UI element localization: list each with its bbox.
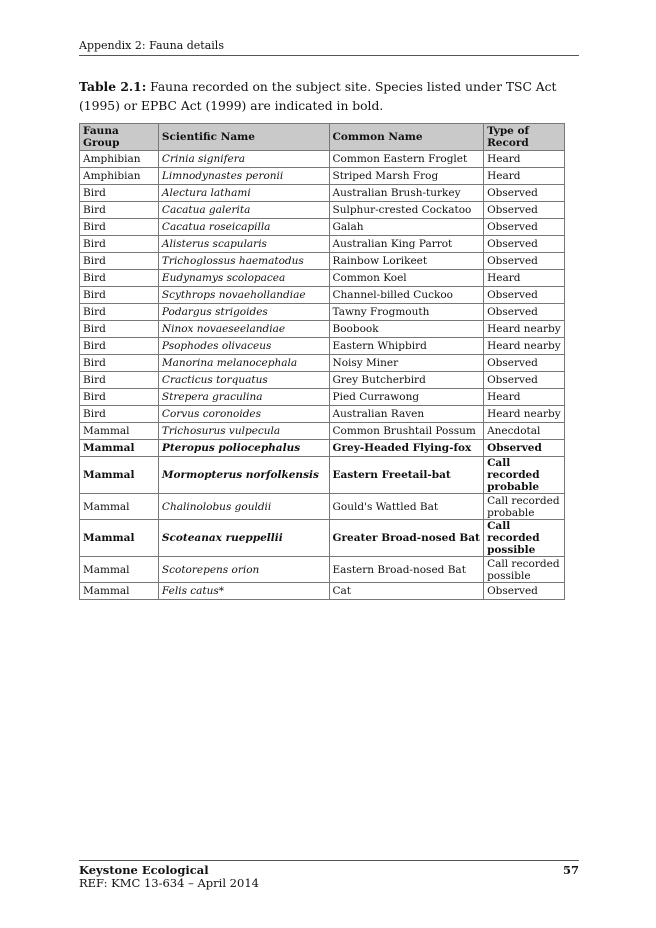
cell-type-of-record: Call recorded possible xyxy=(484,520,565,557)
table-row xyxy=(80,219,565,236)
cell-scientific-name: Alectura lathami xyxy=(158,185,329,202)
cell-fauna-group: Bird xyxy=(80,287,159,304)
cell-common-name: Grey Butcherbird xyxy=(329,372,484,389)
cell-scientific-name: Pteropus poliocephalus xyxy=(158,440,329,457)
cell-fauna-group: Mammal xyxy=(80,440,159,457)
cell-common-name: Common Koel xyxy=(329,270,484,287)
cell-fauna-group: Bird xyxy=(80,389,159,406)
cell-type-of-record: Heard xyxy=(484,270,565,287)
cell-scientific-name: Crinia signifera xyxy=(158,151,329,168)
cell-type-of-record: Anecdotal xyxy=(484,423,565,440)
table-row xyxy=(80,389,565,406)
cell-fauna-group: Mammal xyxy=(80,494,159,520)
cell-common-name: Australian King Parrot xyxy=(329,236,484,253)
table-row xyxy=(80,168,565,185)
cell-scientific-name: Cracticus torquatus xyxy=(158,372,329,389)
cell-common-name: Striped Marsh Frog xyxy=(329,168,484,185)
cell-scientific-name: Ninox novaeseelandiae xyxy=(158,321,329,338)
cell-common-name: Grey-Headed Flying-fox xyxy=(329,440,484,457)
cell-common-name: Australian Brush-turkey xyxy=(329,185,484,202)
cell-fauna-group: Bird xyxy=(80,338,159,355)
cell-type-of-record: Observed xyxy=(484,287,565,304)
cell-type-of-record: Observed xyxy=(484,304,565,321)
header-title: Appendix 2: Fauna details xyxy=(79,39,224,52)
cell-fauna-group: Amphibian xyxy=(80,151,159,168)
cell-fauna-group: Mammal xyxy=(80,520,159,557)
caption-text: Fauna recorded on the subject site. Species listed under TSC Act (1995) or EPBC Act (1999) are indicated in bold. xyxy=(79,80,557,113)
cell-type-of-record: Observed xyxy=(484,372,565,389)
cell-scientific-name: Eudynamys scolopacea xyxy=(158,270,329,287)
cell-scientific-name: Limnodynastes peronii xyxy=(158,168,329,185)
table-row xyxy=(80,557,565,583)
table-caption xyxy=(79,77,585,116)
table-row xyxy=(80,406,565,423)
table-row xyxy=(80,236,565,253)
cell-common-name: Galah xyxy=(329,219,484,236)
table-row xyxy=(80,372,565,389)
table-row xyxy=(80,338,565,355)
cell-scientific-name: Cacatua roseicapilla xyxy=(158,219,329,236)
table-row xyxy=(80,494,565,520)
cell-type-of-record: Observed xyxy=(484,236,565,253)
cell-common-name: Cat xyxy=(329,583,484,600)
cell-scientific-name: Mormopterus norfolkensis xyxy=(158,457,329,494)
cell-common-name: Eastern Freetail-bat xyxy=(329,457,484,494)
cell-fauna-group: Bird xyxy=(80,236,159,253)
cell-type-of-record: Call recorded probable xyxy=(484,494,565,520)
table-row xyxy=(80,321,565,338)
cell-type-of-record: Observed xyxy=(484,219,565,236)
cell-fauna-group: Bird xyxy=(80,321,159,338)
cell-type-of-record: Heard xyxy=(484,151,565,168)
cell-common-name: Common Brushtail Possum xyxy=(329,423,484,440)
table-row xyxy=(80,304,565,321)
table-row xyxy=(80,287,565,304)
cell-fauna-group: Mammal xyxy=(80,457,159,494)
cell-common-name: Greater Broad-nosed Bat xyxy=(329,520,484,557)
cell-type-of-record: Observed xyxy=(484,202,565,219)
cell-fauna-group: Bird xyxy=(80,372,159,389)
cell-type-of-record: Observed xyxy=(484,355,565,372)
cell-common-name: Channel-billed Cuckoo xyxy=(329,287,484,304)
cell-fauna-group: Bird xyxy=(80,270,159,287)
table-row xyxy=(80,151,565,168)
col-header-fauna-group: Fauna Group xyxy=(80,124,159,151)
cell-scientific-name: Psophodes olivaceus xyxy=(158,338,329,355)
cell-fauna-group: Mammal xyxy=(80,557,159,583)
caption-label: Table 2.1: xyxy=(79,79,147,94)
cell-fauna-group: Bird xyxy=(80,355,159,372)
page-footer xyxy=(79,860,579,890)
table-row xyxy=(80,457,565,494)
table-body xyxy=(80,151,565,600)
cell-fauna-group: Bird xyxy=(80,304,159,321)
cell-type-of-record: Observed xyxy=(484,583,565,600)
cell-common-name: Eastern Broad-nosed Bat xyxy=(329,557,484,583)
fauna-table xyxy=(79,123,565,600)
cell-common-name: Boobook xyxy=(329,321,484,338)
cell-fauna-group: Bird xyxy=(80,202,159,219)
cell-fauna-group: Bird xyxy=(80,219,159,236)
cell-common-name: Common Eastern Froglet xyxy=(329,151,484,168)
cell-scientific-name: Manorina melanocephala xyxy=(158,355,329,372)
cell-fauna-group: Amphibian xyxy=(80,168,159,185)
cell-scientific-name: Alisterus scapularis xyxy=(158,236,329,253)
cell-scientific-name: Felis catus* xyxy=(158,583,329,600)
table-row xyxy=(80,185,565,202)
cell-scientific-name: Trichoglossus haematodus xyxy=(158,253,329,270)
cell-fauna-group: Bird xyxy=(80,185,159,202)
table-row xyxy=(80,202,565,219)
table-header-row xyxy=(80,124,565,151)
cell-common-name: Australian Raven xyxy=(329,406,484,423)
cell-fauna-group: Bird xyxy=(80,253,159,270)
cell-fauna-group: Bird xyxy=(80,406,159,423)
cell-type-of-record: Observed xyxy=(484,185,565,202)
cell-scientific-name: Trichosurus vulpecula xyxy=(158,423,329,440)
cell-scientific-name: Corvus coronoides xyxy=(158,406,329,423)
cell-scientific-name: Podargus strigoides xyxy=(158,304,329,321)
table-row xyxy=(80,440,565,457)
cell-scientific-name: Scotorepens orion xyxy=(158,557,329,583)
cell-type-of-record: Call recorded probable xyxy=(484,457,565,494)
cell-scientific-name: Chalinolobus gouldii xyxy=(158,494,329,520)
cell-scientific-name: Strepera graculina xyxy=(158,389,329,406)
table-row xyxy=(80,520,565,557)
page-number: 57 xyxy=(562,863,579,877)
cell-scientific-name: Cacatua galerita xyxy=(158,202,329,219)
cell-type-of-record: Heard xyxy=(484,389,565,406)
cell-common-name: Noisy Miner xyxy=(329,355,484,372)
table-row xyxy=(80,253,565,270)
cell-common-name: Sulphur-crested Cockatoo xyxy=(329,202,484,219)
cell-type-of-record: Call recorded possible xyxy=(484,557,565,583)
cell-common-name: Pied Currawong xyxy=(329,389,484,406)
cell-type-of-record: Heard xyxy=(484,168,565,185)
cell-scientific-name: Scythrops novaehollandiae xyxy=(158,287,329,304)
table-row xyxy=(80,355,565,372)
footer-ref: REF: KMC 13-634 – April 2014 xyxy=(79,876,259,890)
cell-common-name: Gould's Wattled Bat xyxy=(329,494,484,520)
cell-common-name: Eastern Whipbird xyxy=(329,338,484,355)
cell-type-of-record: Heard nearby xyxy=(484,406,565,423)
cell-scientific-name: Scoteanax rueppellii xyxy=(158,520,329,557)
cell-type-of-record: Observed xyxy=(484,440,565,457)
page-header xyxy=(79,39,579,56)
col-header-common-name: Common Name xyxy=(329,124,484,151)
col-header-scientific-name: Scientific Name xyxy=(158,124,329,151)
cell-type-of-record: Heard nearby xyxy=(484,338,565,355)
cell-common-name: Rainbow Lorikeet xyxy=(329,253,484,270)
cell-type-of-record: Heard nearby xyxy=(484,321,565,338)
cell-common-name: Tawny Frogmouth xyxy=(329,304,484,321)
table-row xyxy=(80,583,565,600)
col-header-type-of-record: Type of Record xyxy=(484,124,565,151)
cell-type-of-record: Observed xyxy=(484,253,565,270)
footer-org: Keystone Ecological xyxy=(79,863,209,877)
table-row xyxy=(80,423,565,440)
cell-fauna-group: Mammal xyxy=(80,583,159,600)
cell-fauna-group: Mammal xyxy=(80,423,159,440)
table-row xyxy=(80,270,565,287)
